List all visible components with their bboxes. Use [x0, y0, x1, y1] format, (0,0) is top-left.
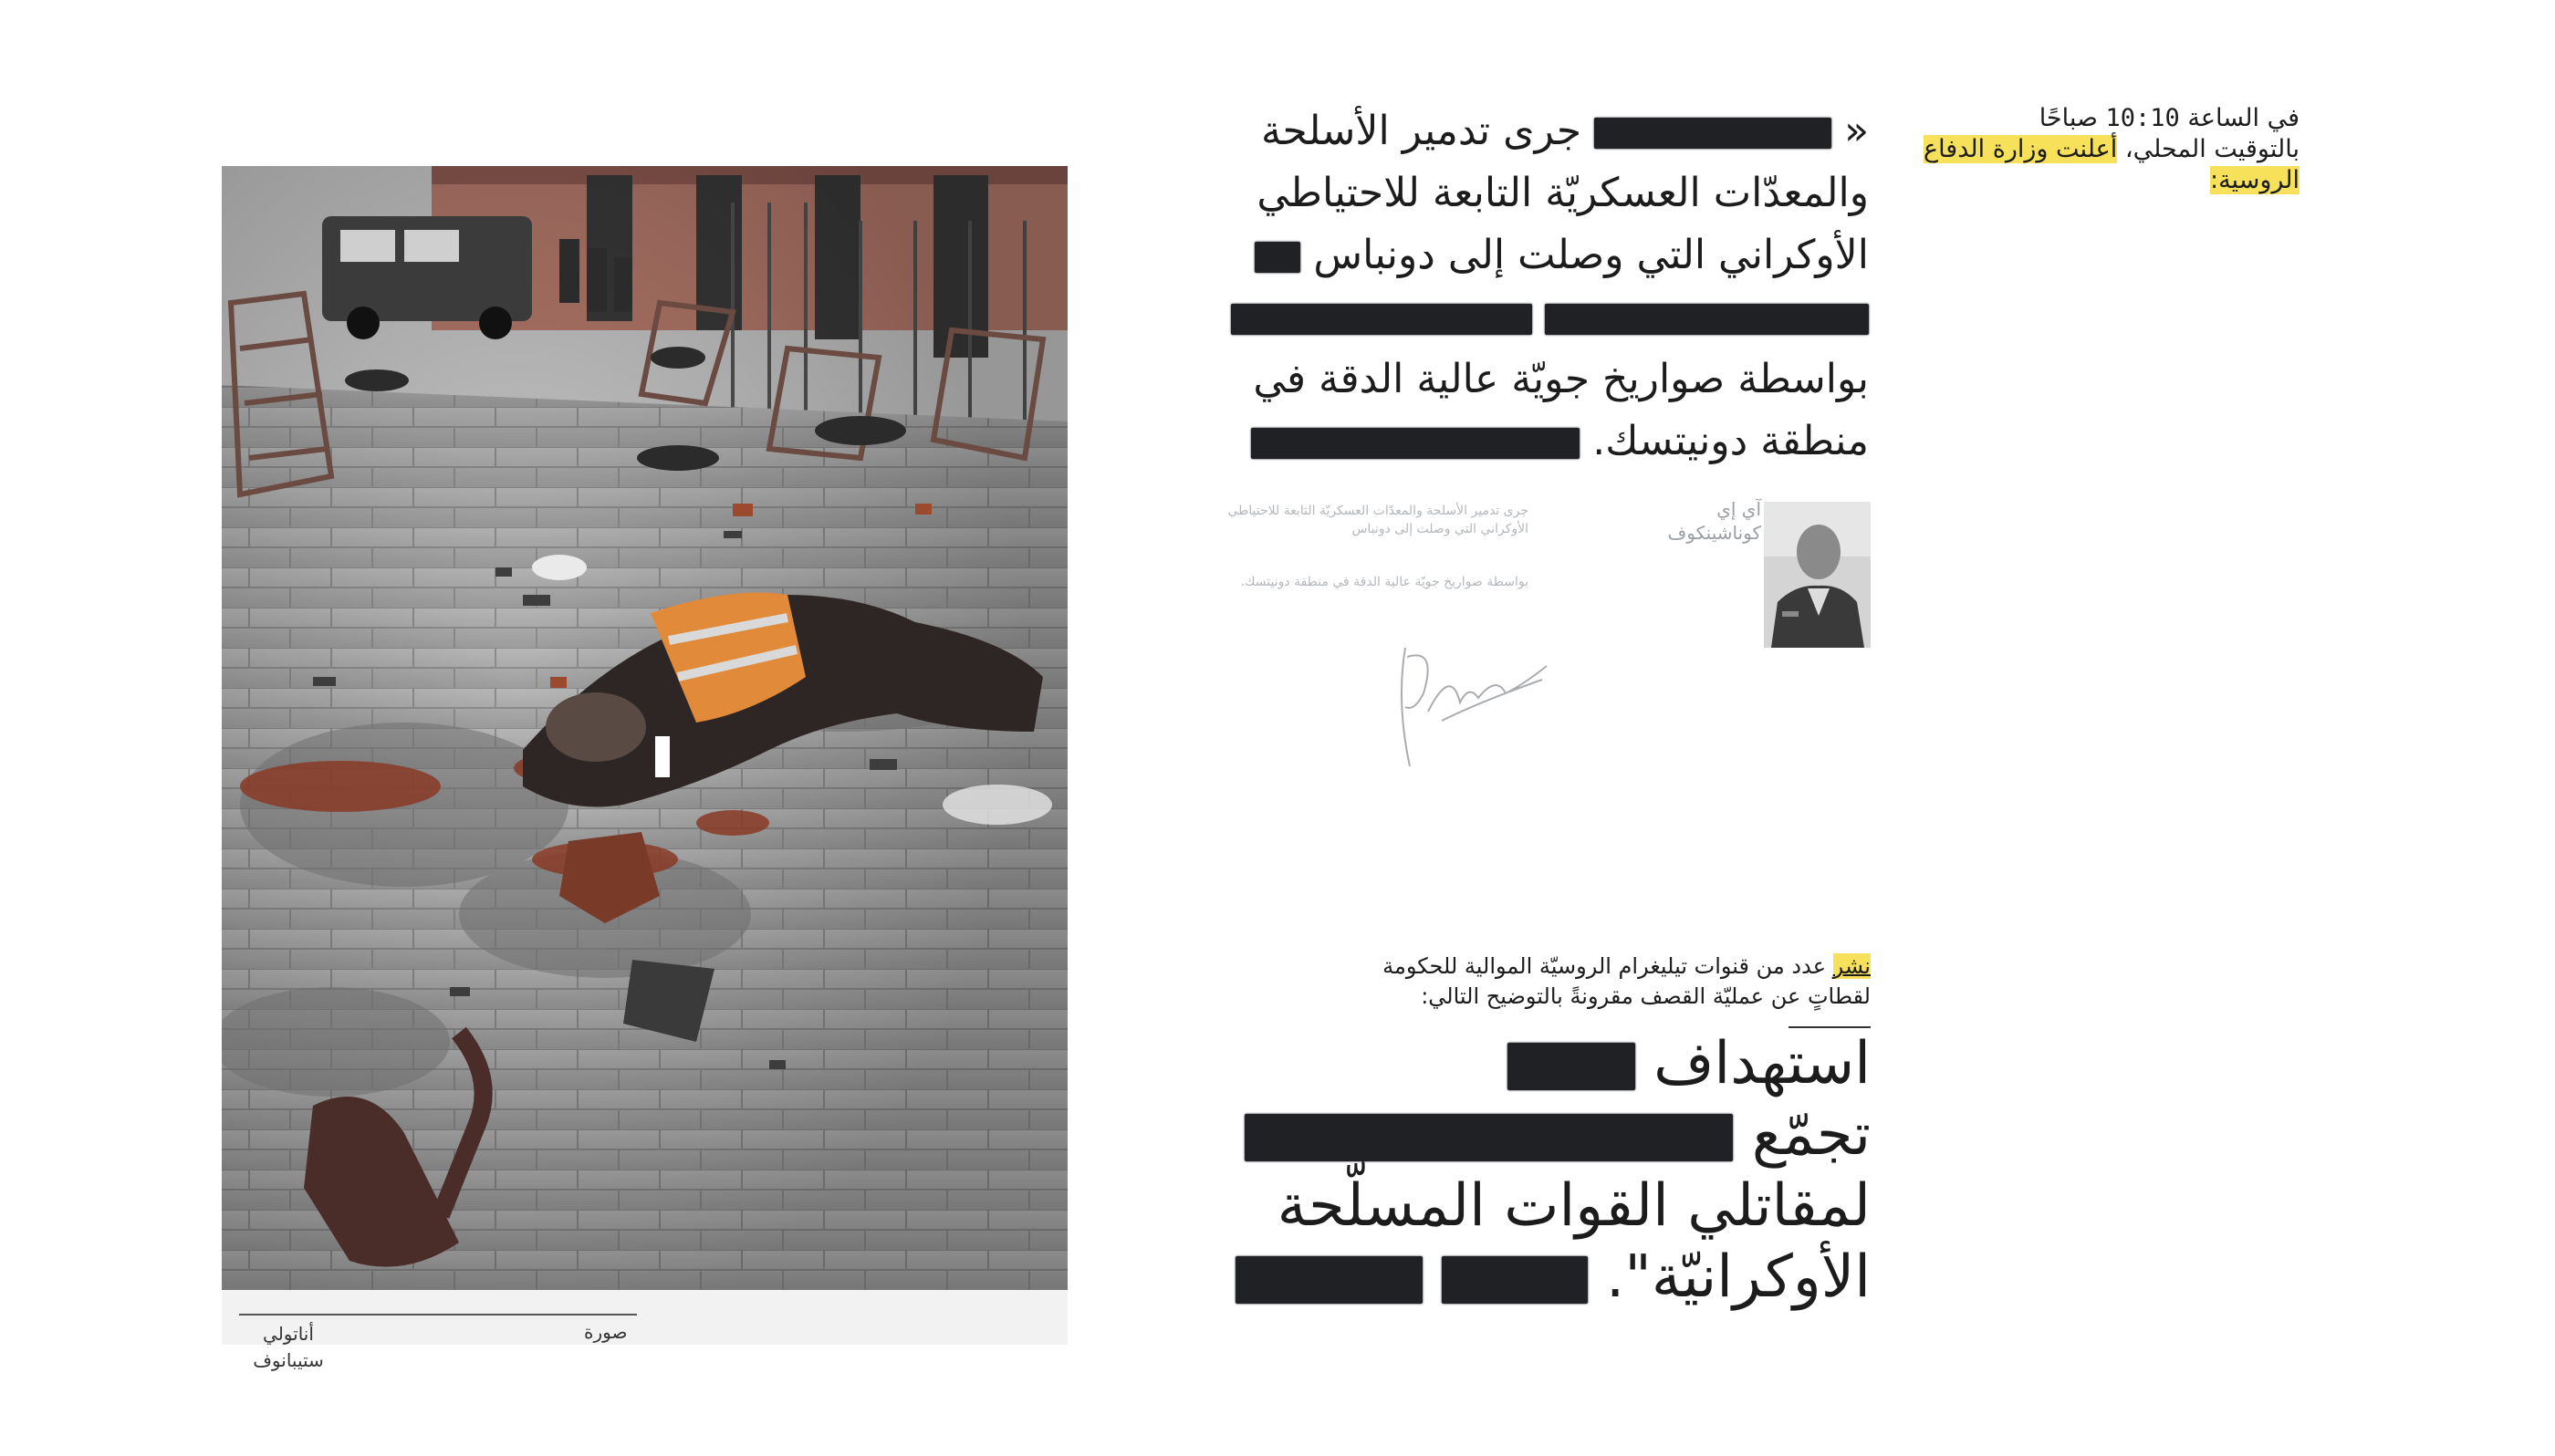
- note-line1-post: صباحًا: [2039, 104, 2098, 132]
- bigquote-text-1: استهداف: [1653, 1030, 1871, 1097]
- photo-credit-label: صورة: [584, 1321, 628, 1343]
- timestamp-note: [1916, 103, 2300, 196]
- bigquote-line-2: [1214, 1099, 1871, 1170]
- note-line2-pre: بالتوقيت المحلي،: [2124, 135, 2300, 163]
- signatory-portrait: [1764, 502, 1871, 648]
- redaction-bar: [1442, 1256, 1588, 1304]
- redaction-bar: [1255, 242, 1300, 273]
- photo-credit-name: أناتولي ستيبانوف: [253, 1323, 324, 1371]
- quote-open-mark: «: [1844, 108, 1869, 154]
- redaction-bar: [1245, 1114, 1733, 1161]
- telegram-text: عدد من قنوات تيليغرام الروسيّة الموالية للحكومة لقطاتٍ عن عمليّة القصف مقرونةً بالتوضيح التالي:: [1382, 953, 1871, 1009]
- redaction-bar: [1231, 304, 1532, 335]
- bigquote-line-4: [1214, 1242, 1871, 1313]
- signatory-name: آي إي كوناشينكوف: [1667, 498, 1761, 544]
- redaction-bar: [1545, 304, 1869, 335]
- news-photo: [222, 166, 1068, 1345]
- signatory-text-2: بواسطة صواريخ جويّة عالية الدقة في منطقة دونيتسك.: [1240, 575, 1528, 589]
- caption-strip: [222, 1290, 1068, 1345]
- ministry-announcement-highlight: أعلنت وزارة الدفاع الروسية:: [1923, 135, 2300, 194]
- quote-part2: بواسطة صواريخ جويّة عالية الدقة في منطقة دونيتسك.: [1253, 356, 1869, 464]
- bigquote-line-1: [1214, 1028, 1871, 1099]
- redaction-bar: [1594, 118, 1831, 149]
- bigquote-text-4: الأوكرانيّة".: [1606, 1243, 1871, 1311]
- note-line1-pre: في الساعة: [2187, 104, 2300, 132]
- portrait-image: [1764, 502, 1871, 648]
- bigquote-line-3: لمقاتلي القوات المسلّحة: [1277, 1172, 1871, 1240]
- ministry-quote: [1214, 100, 1869, 473]
- caption-divider: [239, 1314, 637, 1316]
- published-highlight: نشر: [1832, 953, 1871, 979]
- explosion-scene-image: [222, 166, 1068, 1290]
- handwritten-signature: [1387, 629, 1551, 785]
- note-time-value: 10:10: [2105, 104, 2180, 132]
- signatory-text-1: جرى تدمير الأسلحة والمعدّات العسكريّة التابعة للاحتياطي الأوكراني التي وصلت إلى دونباس: [1227, 504, 1528, 536]
- quote-part1: جرى تدمير الأسلحة والمعدّات العسكريّة التابعة للاحتياطي الأوكراني التي وصلت إلى دونباس: [1257, 108, 1869, 278]
- redaction-bar: [1507, 1043, 1635, 1090]
- bigquote-text-2: تجمّع: [1751, 1101, 1871, 1169]
- telegram-quote: [1214, 1028, 1871, 1313]
- redaction-bar: [1236, 1256, 1423, 1304]
- redaction-bar: [1251, 428, 1580, 459]
